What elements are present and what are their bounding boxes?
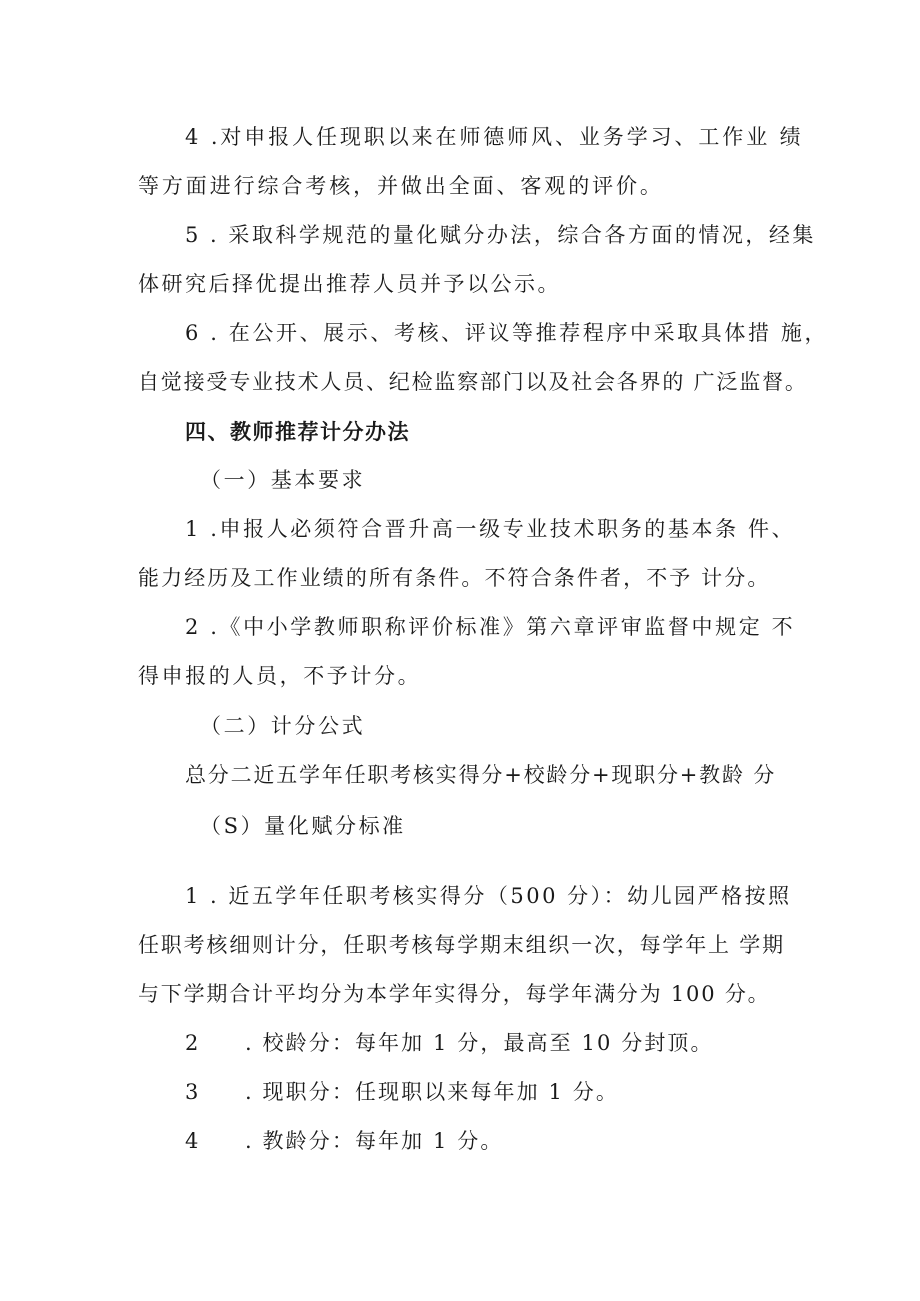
requirement-2-line-1: 2 .《中小学教师职称评价标准》第六章评审监督中规定 不 <box>185 615 796 639</box>
standard-2-number: 2 <box>185 1031 201 1055</box>
item-4-line-1: 4 .对申报人任现职以来在师德师风、业务学习、工作业 绩 <box>185 125 804 149</box>
requirement-1-line-2: 能力经历及工作业绩的所有条件。不符合条件者，不予 计分。 <box>138 566 771 590</box>
item-6-line-1: 6 . 在公开、展示、考核、评议等推荐程序中采取具体措 施， <box>185 321 829 345</box>
standard-4 <box>185 1127 503 1155</box>
score-formula: 总分二近五学年任职考核实得分+校龄分+现职分+教龄 分 <box>185 763 777 787</box>
item-6-line-2: 自觉接受专业技术人员、纪检监察部门以及社会各界的 广泛监督。 <box>138 370 808 394</box>
standard-2 <box>185 1029 714 1057</box>
standard-3-text: . 现职分：任现职以来每年加 1 分。 <box>245 1080 619 1104</box>
standard-1-line-1: 1 . 近五学年任职考核实得分（500 分）：幼儿园严格按照 <box>185 884 792 908</box>
section-4-heading: 四、教师推荐计分办法 <box>185 420 410 444</box>
standard-2-text: . 校龄分：每年加 1 分，最高至 10 分封顶。 <box>245 1031 714 1055</box>
subsection-2-heading: （二）计分公式 <box>200 714 366 738</box>
standard-4-number: 4 <box>185 1129 201 1153</box>
standard-3-number: 3 <box>185 1080 201 1104</box>
standard-1-line-3: 与下学期合计平均分为本学年实得分，每学年满分为 100 分。 <box>138 982 771 1006</box>
subsection-3-heading: （S）量化赋分标准 <box>200 814 406 838</box>
standard-4-text: . 教龄分：每年加 1 分。 <box>245 1129 504 1153</box>
item-5-line-1: 5 . 采取科学规范的量化赋分办法，综合各方面的情况，经集 <box>185 223 816 247</box>
requirement-1-line-1: 1 .申报人必须符合晋升高一级专业技术职务的基本条 件、 <box>185 517 796 541</box>
standard-1-line-2: 任职考核细则计分，任职考核每学期末组织一次，每学年上 学期 <box>138 933 785 957</box>
subsection-1-heading: （一）基本要求 <box>200 468 366 492</box>
requirement-2-line-2: 得申报的人员，不予计分。 <box>138 664 422 688</box>
item-5-line-2: 体研究后择优提出推荐人员并予以公示。 <box>138 272 561 296</box>
item-4-line-2: 等方面进行综合考核，并做出全面、客观的评价。 <box>138 174 664 198</box>
standard-3 <box>185 1078 619 1106</box>
